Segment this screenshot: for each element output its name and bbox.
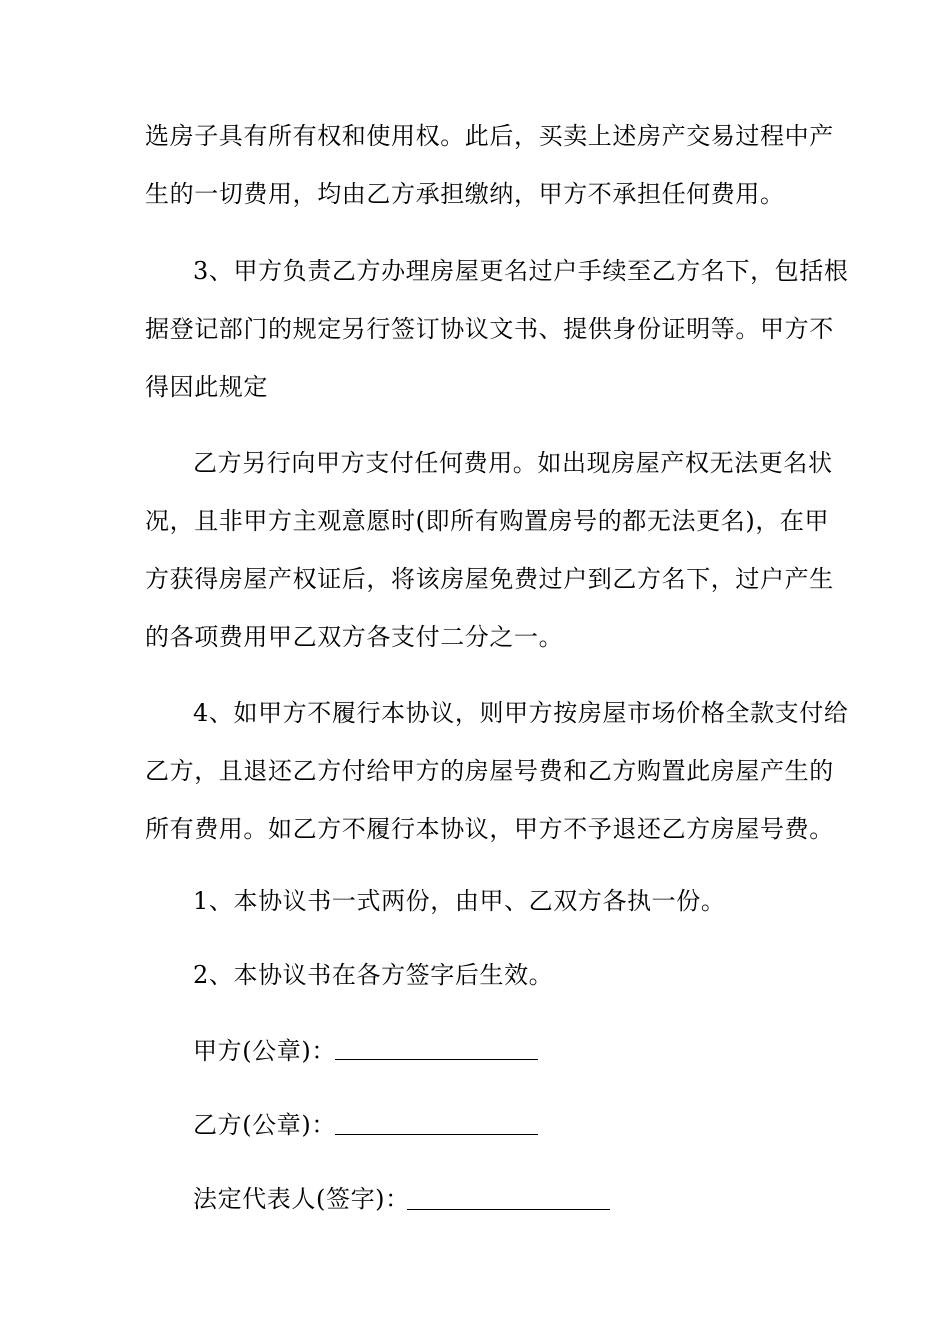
paragraph-1-line-2: 生的一切费用，均由乙方承担缴纳，甲方不承担任何费用。 bbox=[145, 180, 785, 208]
paragraph-2-line-3: 得因此规定 bbox=[145, 373, 268, 401]
paragraph-4-line-2: 乙方，且退还乙方付给甲方的房屋号费和乙方购置此房屋产生的 bbox=[145, 757, 834, 785]
party-a-seal-label: 甲方(公章)： bbox=[193, 1037, 336, 1065]
paragraph-3-line-4: 的各项费用甲乙双方各支付二分之一。 bbox=[145, 623, 564, 651]
party-a-signature-line bbox=[335, 1059, 538, 1060]
paragraph-3-line-3: 方获得房屋产权证后，将该房屋免费过户到乙方名下，过户产生 bbox=[145, 565, 834, 593]
paragraph-2-line-2: 据登记部门的规定另行签订协议文书、提供身份证明等。甲方不 bbox=[145, 315, 834, 343]
paragraph-5-line-1: 1、本协议书一式两份，由甲、乙双方各执一份。 bbox=[193, 887, 726, 915]
paragraph-6-line-1: 2、本协议书在各方签字后生效。 bbox=[193, 961, 554, 989]
paragraph-4-line-1: 4、如甲方不履行本协议，则甲方按房屋市场价格全款支付给 bbox=[193, 699, 849, 727]
paragraph-1-line-1: 选房子具有所有权和使用权。此后，买卖上述房产交易过程中产 bbox=[145, 122, 834, 150]
party-b-signature-line bbox=[335, 1134, 538, 1135]
party-b-seal-label: 乙方(公章)： bbox=[193, 1111, 336, 1139]
legal-representative-signature-line bbox=[407, 1209, 610, 1210]
paragraph-2-line-1: 3、甲方负责乙方办理房屋更名过户手续至乙方名下，包括根 bbox=[193, 257, 849, 285]
paragraph-3-line-2: 况，且非甲方主观意愿时(即所有购置房号的都无法更名)，在甲 bbox=[145, 507, 830, 535]
paragraph-4-line-3: 所有费用。如乙方不履行本协议，甲方不予退还乙方房屋号费。 bbox=[145, 815, 834, 843]
legal-representative-label: 法定代表人(签字)： bbox=[193, 1185, 410, 1213]
paragraph-3-line-1: 乙方另行向甲方支付任何费用。如出现房屋产权无法更名状 bbox=[193, 449, 833, 477]
